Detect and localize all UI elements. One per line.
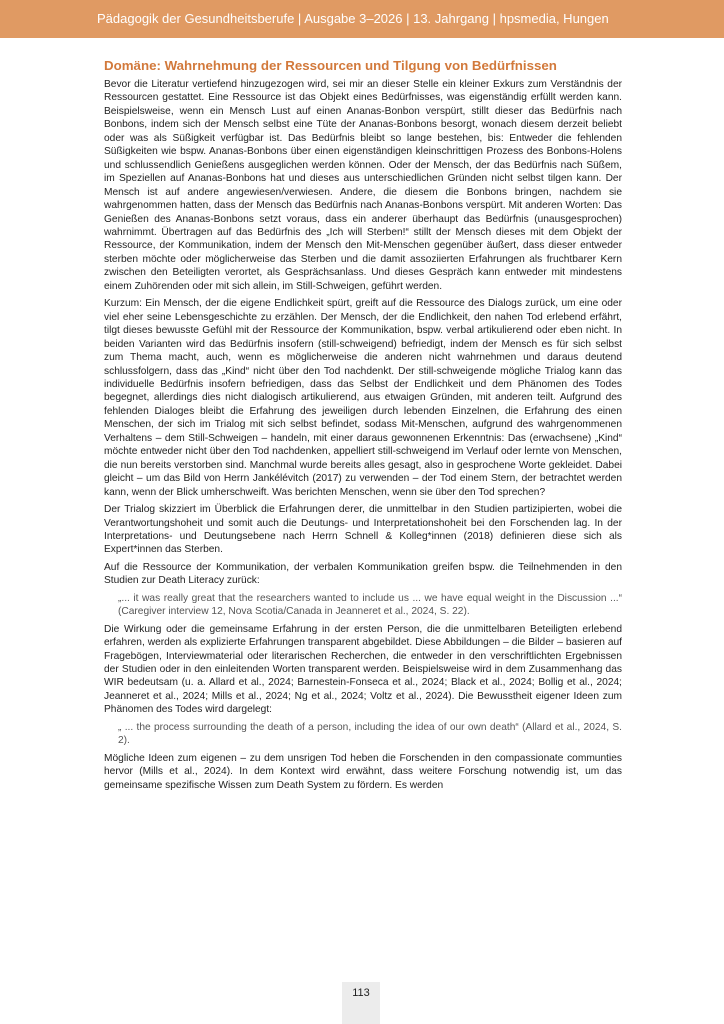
page-number: 113: [352, 987, 370, 999]
section-heading: Domäne: Wahrnehmung der Ressourcen und Tilgung von Bedürfnissen: [104, 58, 557, 73]
paragraph: Bevor die Literatur vertiefend hinzugezogen wird, sei mir an dieser Stelle ein kleiner Exkurs zum Verständnis der Ressourcen gestattet. Eine Ressource ist das Objekt eines Bedürfnisses, was eigenständig erfüllt werden kann. Beispielsweise, wenn ein Mensch Lust auf einen Ananas-Bonbon verspürt, stillt dieser das Bedürfnis nach Bonbons, indem sich der Mensch selbst eine Tüte der Ananas-Bonbons besorgt, wonach diesem derzeit beliebt oder was als Süßigkeit verfügbar ist. Das Bedürfnis bleibt so lange bestehen, bis: Entweder die fehlenden Süßigkeiten wie bspw. Ananas-Bonbons über einen eigenständigen kleinschrittigen Prozess des Bonbons-Holens und schlussendlich Genießens ausgeglichen werden können. Oder der Mensch, der das Bedürfnis nach Süßem, im Speziellen auf Ananas-Bonbons hat und dieses aus unterschiedlichen Gründen nicht selbst tilgen kann. Der Mensch ist auf andere angewiesen/verwiesen. Andere, die diesem die Bonbons bringen, nachdem sie wahrgenommen hatten, dass der Mensch das Bedürfnis nach Ananas-Bonbons verspürt. Mit anderen Worten: Das Genießen des Ananas-Bonbons setzt voraus, dass ein anderer überhaupt das Bedürfnis (unausgesprochen) wahrnimmt. Übertragen auf das Bedürfnis des „Ich will Sterben!“ stillt der Mensch dieses mit dem Objekt der Ressource, der Kommunikation, indem der Mensch den Mit-Menschen gegenüber äußert, dass dieser entweder sterben möchte oder möglicherweise das Sterben und die damit assoziierten Erfahrungen als fruchtbarer Kern zwischen den Beteiligten verortet, als Gesprächsanlass. Und dieses Gespräch kann entweder mit mindestens einem Zuhörenden oder mit sich allein, im Still-Schweigen, geführt werden.: [104, 79, 622, 292]
paragraph: Die Wirkung oder die gemeinsame Erfahrung in der ersten Person, die die unmittelbaren Beteiligten erlebend erfahren, werden als explizierte Erfahrungen transparent abgebildet. Diese Abbildungen – die Bilder – basieren auf Fragebögen, Interviewmaterial oder literarischen Recherchen, die entweder in den verschriftlichten Ergebnissen der Studien oder in den einleitenden Worten transparent werden. Beispielsweise wird in dem Zusammenhang das WIR bedeutsam (u. a. Allard et al., 2024; Barnestein-Fonseca et al., 2024; Black et al., 2024; Bollig et al., 2024; Jeanneret et al., 2024; Mills et al., 2024; Ng et al., 2024; Voltz et al., 2024). Die Bewusstheit eigener Ideen zum Phänomen des Todes wird dargelegt:: [104, 623, 622, 716]
block-quote: „... it was really great that the researchers wanted to include us ... we have equal weight in the Discussion ...“ (Caregiver interview 12, Nova Scotia/Canada in Jeanneret et al., 2024, S. 22).: [118, 592, 622, 618]
block-quote: „ ... the process surrounding the death of a person, including the idea of our own death“ (Allard et al., 2024, S. 2).: [118, 721, 622, 747]
article-body: [104, 57, 622, 957]
paragraph: Der Trialog skizziert im Überblick die Erfahrungen derer, die unmittelbar in den Studien partizipierten, wobei die Verantwortungshoheit und somit auch die Deutungs- und Interpretationshoheit bei den Forschenden lag. In der Interpretations- und Deutungsebene nach Herrn Schnell & Kolleg*innen (2018) definieren diese sich als Expert*innen das Sterben.: [104, 504, 622, 556]
journal-header: [0, 0, 724, 38]
paragraph: Mögliche Ideen zum eigenen – zu dem unsrigen Tod heben die Forschenden in den compassionate communties hervor (Mills et al., 2024). In dem Kontext wird erwähnt, dass weitere Forschung notwendig ist, um das gemeinsame spezifische Wissen zum Death System zu fördern. Es werden: [104, 752, 622, 791]
journal-header-text: Pädagogik der Gesundheitsberufe | Ausgabe 3–2026 | 13. Jahrgang | hpsmedia, Hungen: [97, 11, 609, 26]
paragraph: Auf die Ressource der Kommunikation, der verbalen Kommunikation greifen bspw. die Teilnehmenden in den Studien zur Death Literacy zurück:: [104, 561, 622, 587]
paragraph: Kurzum: Ein Mensch, der die eigene Endlichkeit spürt, greift auf die Ressource des Dialogs zurück, um eine oder viel eher seine Lebensgeschichte zu erzählen. Der Mensch, der die Endlichkeit, den nahen Tod erlebend erfährt, tilgt dieses bewusste Gefühl mit der Ressource der Kommunikation, bspw. verbal artikulierend oder eben nicht. In beiden Varianten wird das Bedürfnis insofern (still-schweigend) befriedigt, indem der Mensch es für sich selbst zum Thema macht, auch, wenn es möglicherweise die anderen nicht wahrnehmen und daraus deutend schlussfolgern, dass das „Kind“ nicht über den Tod nachdenkt. Der still-schweigende mögliche Trialog kann das individuelle Bedürfnis insofern befriedigen, dass das Selbst der Endlichkeit und dem Phänomen des Todes begegnet, allerdings dies nicht dialogisch artikulierend, aus etwaigen Gründen, mit anderen teilt. Aufgrund des fehlenden Dialoges bleibt die Erfahrung des jeweiligen durch lebenden Einzelnen, die Erfahrung des einen Menschen, der sich im Trialog mit sich selbst befindet, sodass Mit-Menschen, aufgrund des wahrgenommenen Verhaltens – dem Still-Schweigen – handeln, mit einer daraus gewonnenen Erkenntnis: Das (erwachsene) „Kind“ möchte entweder nicht über den Tod nachdenken, appelliert still-schweigend im Verlauf oder lernte von Menschen, die nun bereits verstorben sind. Manchmal wurde bereits alles gesagt, also in gesprochene Worte gekleidet. Dabei gleicht – um das Bild von Herrn Jankélévitch (2017) zu verwenden – der Tod einem Stern, der betrachtet werden kann, wenn der Blick umherschweift. Was berichten Menschen, wenn sie über den Tod sprechen?: [104, 298, 622, 498]
page-footer: [342, 982, 380, 1024]
